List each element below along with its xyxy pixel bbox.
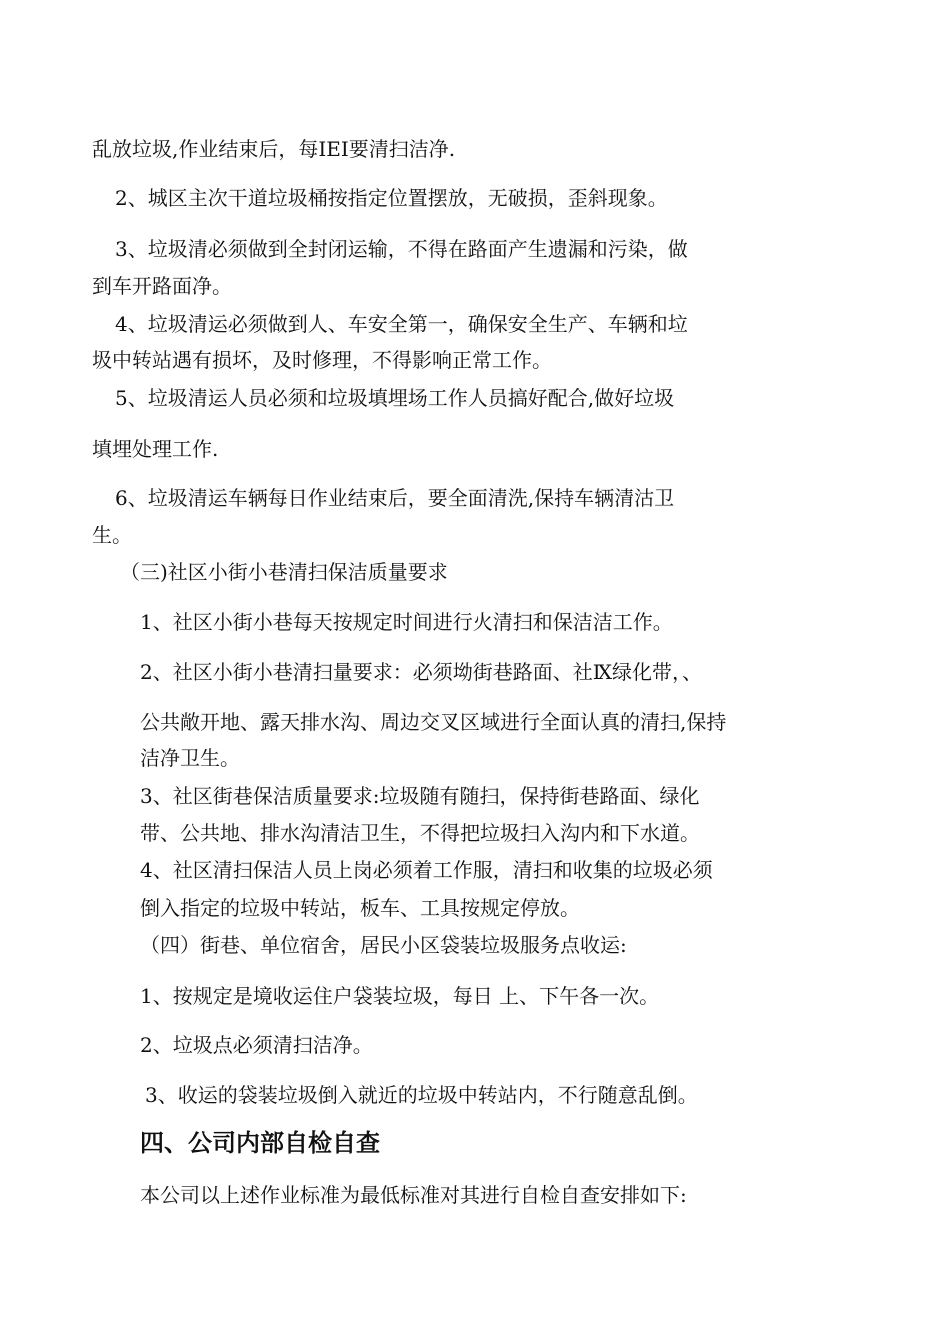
body-line: 到车开路面净。 xyxy=(92,274,232,298)
body-line: 圾中转站遇有损坏，及时修理，不得影响正常工作。 xyxy=(92,348,552,372)
body-line: 3、垃圾清必须做到全封闭运输，不得在路面产生遗漏和污染，做 xyxy=(115,237,688,261)
body-line: 1、按规定是境收运住户袋装垃圾，每日 上、下午各一次。 xyxy=(140,984,660,1008)
closing-line: 本公司以上述作业标准为最低标准对其进行自检自查安排如下: xyxy=(140,1183,687,1207)
body-line: 倒入指定的垃圾中转站，板车、工具按规定停放。 xyxy=(140,896,580,920)
body-line: 公共敞开地、露天排水沟、周边交叉区域进行全面认真的清扫,保持 xyxy=(140,710,727,734)
body-line: 带、公共地、排水沟清洁卫生，不得把垃圾扫入沟内和下水道。 xyxy=(140,821,700,845)
body-line: 2、城区主次干道垃圾桶按指定位置摆放，无破损，歪斜现象。 xyxy=(115,186,668,210)
body-line: 洁净卫生。 xyxy=(140,746,240,770)
body-line: 3、收运的袋装垃圾倒入就近的垃圾中转站内，不行随意乱倒。 xyxy=(145,1083,698,1107)
body-line: 1、社区小街小巷每天按规定时间进行火清扫和保洁洁工作。 xyxy=(140,610,673,634)
chapter-heading: 四、公司内部自检自查 xyxy=(140,1129,380,1157)
body-line: 填埋处理工作. xyxy=(92,437,219,461)
body-line: 乱放垃圾,作业结束后，每IEI要清扫洁净. xyxy=(92,137,456,161)
body-line: 4、社区清扫保洁人员上岗必须着工作服，清扫和收集的垃圾必须 xyxy=(140,858,713,882)
body-line: 5、垃圾清运人员必须和垃圾填埋场工作人员搞好配合,做好垃圾 xyxy=(115,386,675,410)
body-line: 4、垃圾清运必须做到人、车安全第一，确保安全生产、车辆和垃 xyxy=(115,312,688,336)
body-line: 2、社区小街小巷清扫量要求：必须坳街巷路面、社Ⅸ绿化带，、 xyxy=(140,660,703,684)
body-line: 6、垃圾清运车辆每日作业结束后，要全面清洗,保持车辆清沽卫 xyxy=(115,486,675,510)
body-line: 生。 xyxy=(92,523,132,547)
section-title: （三)社区小街小巷清扫保洁质量要求 xyxy=(120,560,448,584)
body-line: 3、社区街巷保洁质量要求:垃圾随有随扫，保持街巷路面、绿化 xyxy=(140,784,700,808)
section-title: （四）街巷、单位宿舍，居民小区袋装垃圾服务点收运: xyxy=(140,933,627,957)
body-line: 2、垃圾点必须清扫洁净。 xyxy=(140,1033,373,1057)
